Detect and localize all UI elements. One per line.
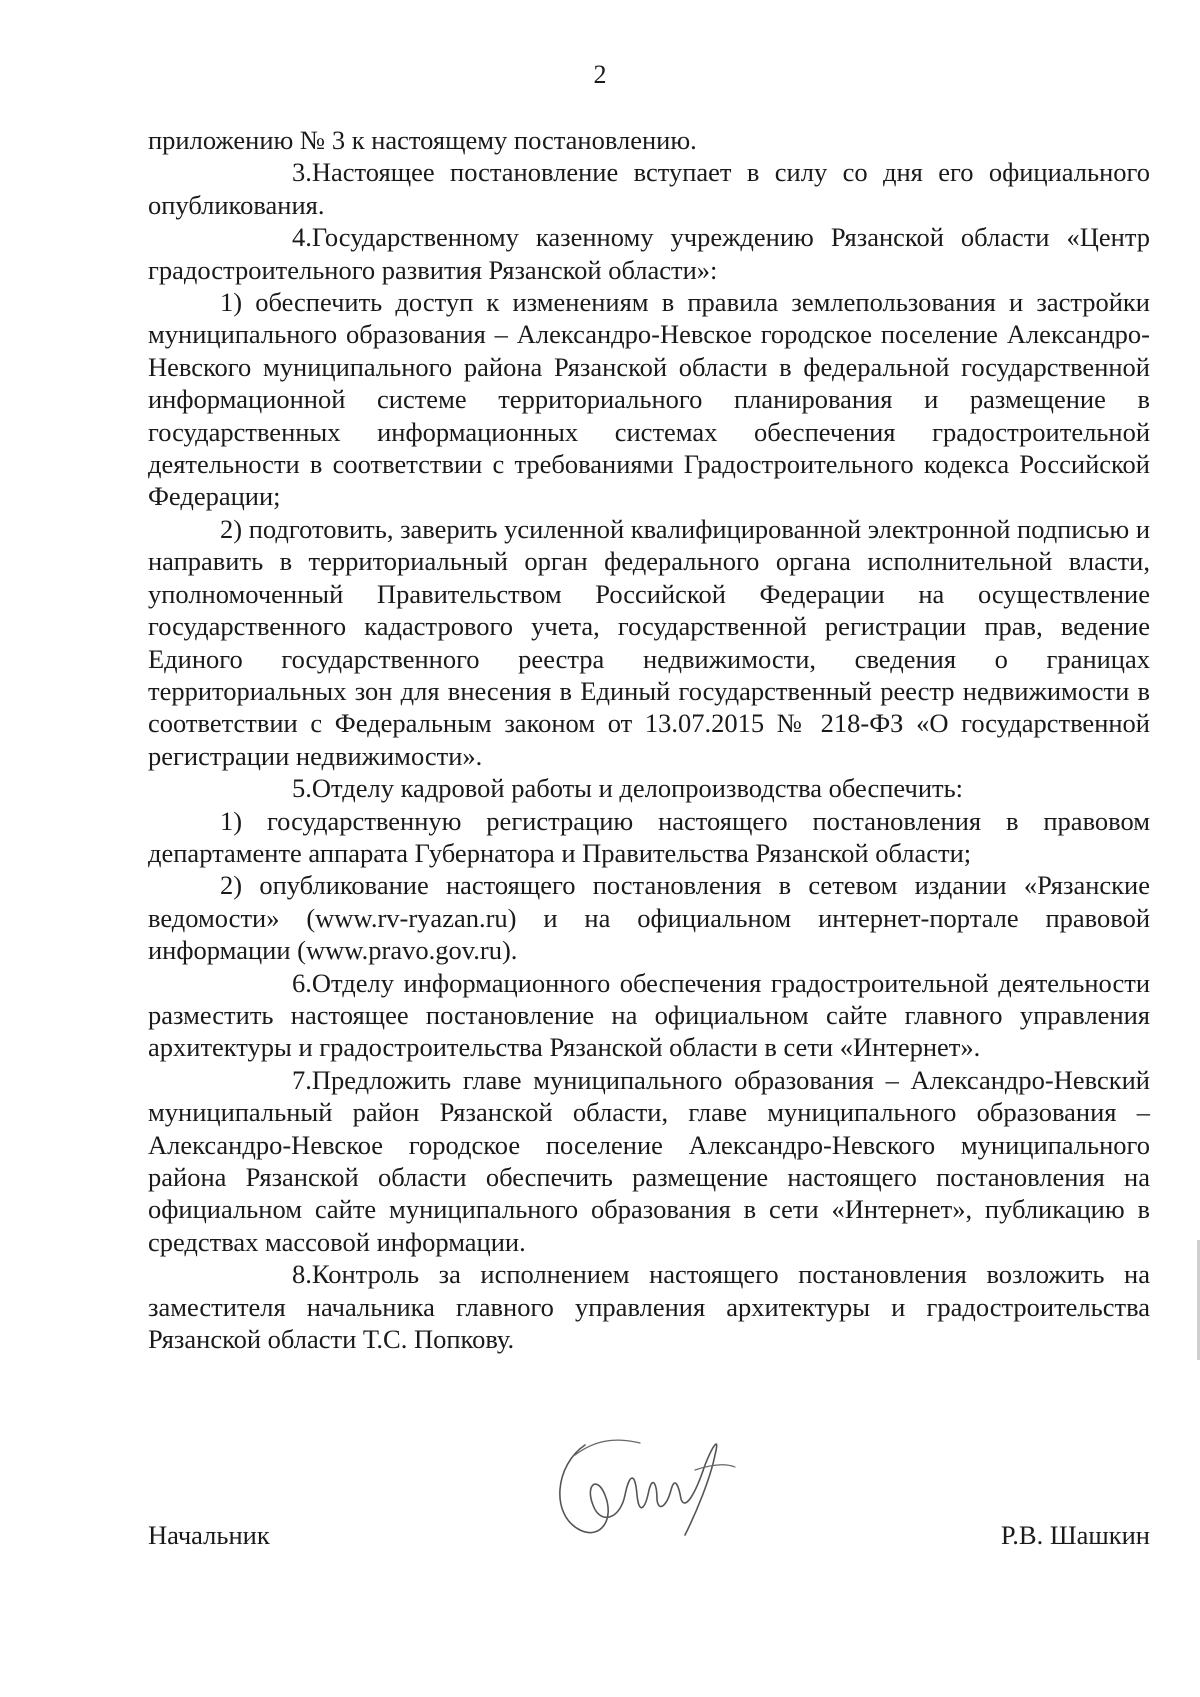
paragraph-5 (148, 772, 1150, 804)
paragraph-number: 7. (292, 1064, 312, 1095)
signatory-position: Начальник (148, 1520, 270, 1550)
paragraph-text: Настоящее постановление вступает в силу со дня его официального опубликования. (148, 157, 1150, 220)
paragraph-4 (148, 221, 1150, 286)
paragraph-number: 4. (292, 222, 312, 253)
paragraph-number: 8. (292, 1259, 312, 1290)
paragraph-text: Контроль за исполнением настоящего постановления возложить на заместителя начальника главного управления архитектуры и градостроительства Рязанской области Т.С. Попкову. (148, 1259, 1150, 1355)
paragraph-text: Государственному казенному учреждению Рязанской области «Центр градостроительного развития Рязанской области»: (148, 222, 1150, 285)
paragraph-text: 1) государственную регистрацию настоящего постановления в правовом департаменте аппарата Губернатора и Правительства Рязанской области; (148, 805, 1150, 868)
subparagraph-4-1 (148, 286, 1150, 513)
paragraph-text: приложению № 3 к настоящему постановлению. (148, 125, 697, 155)
paragraph-6 (148, 967, 1150, 1064)
paragraph-text: Предложить главе муниципального образования – Александро-Невский муниципальный район Рязанской области, главе муниципального образования – Александро-Невское городское поселение Александро-Невского муниципального района Рязанской области обеспечить размещение настоящего постановления на официальном сайте муниципального образования в сети «Интернет», публикацию в средствах массовой информации. (148, 1064, 1150, 1257)
subparagraph-5-2 (148, 869, 1150, 966)
paragraph-text: 2) подготовить, заверить усиленной квалифицированной электронной подписью и направить в территориальный орган федерального органа исполнительной власти, уполномоченный Правительством Российской Федерации на осуществление государственного кадастрового учета, государственной регистрации прав, ведение Единого государственного реестра недвижимости, сведения о границах территориальных зон для внесения в Единый государственный реестр недвижимости в соответствии с Федеральным законом от 13.07.2015 № 218-ФЗ «О государственной регистрации недвижимости». (148, 513, 1150, 771)
paragraph-continuation (148, 124, 1150, 156)
paragraph-text: Отделу кадровой работы и делопроизводства обеспечить: (311, 773, 964, 804)
paragraph-text: 1) обеспечить доступ к изменениям в правила землепользования и застройки муниципального образования – Александро-Невское городское поселение Александро-Невского муниципального района Рязанской области в федеральной государственной информационной системе территориального планирования и размещение в государственных информационных системах обеспечения градостроительной деятельности в соответствии с требованиями Градостроительного кодекса Российской Федерации; (148, 287, 1150, 512)
signatory-name: Р.В. Шашкин (1000, 1520, 1150, 1550)
paragraph-text: Отделу информационного обеспечения градостроительной деятельности разместить настоящее постановление на официальном сайте главного управления архитектуры и градостроительства Рязанской области в сети «Интернет». (148, 967, 1150, 1063)
paragraph-8 (148, 1258, 1150, 1355)
paragraph-text: 2) опубликование настоящего постановления в сетевом издании «Рязанские ведомости» (www.rv-ryazan.ru) и на официальном интернет-портале правовой информации (www.pravo.gov.ru). (148, 870, 1150, 966)
document-body (148, 124, 1150, 1355)
signature-block (148, 1520, 1150, 1600)
paragraph-number: 6. (292, 967, 312, 998)
subparagraph-4-2 (148, 513, 1150, 772)
paragraph-number: 5. (292, 773, 312, 804)
page-number: 2 (593, 60, 607, 89)
paragraph-3 (148, 156, 1150, 221)
paragraph-7 (148, 1064, 1150, 1258)
subparagraph-5-1 (148, 805, 1150, 870)
paragraph-number: 3. (292, 157, 312, 188)
